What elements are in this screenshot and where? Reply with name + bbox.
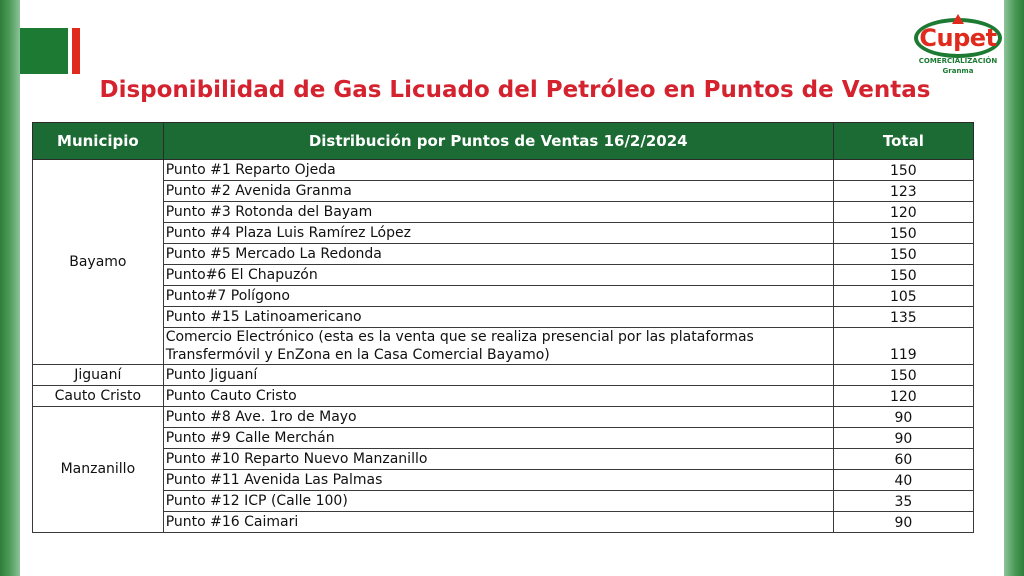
table-row <box>33 428 974 449</box>
punto-cell: Comercio Electrónico (esta es la venta que se realiza presencial por las plataformas Transfermóvil y EnZona en la Casa Comercial Bayamo) <box>163 328 833 365</box>
total-cell: 119 <box>833 328 973 365</box>
municipio-cell: Jiguaní <box>33 365 164 386</box>
punto-cell: Punto #3 Rotonda del Bayam <box>163 202 833 223</box>
punto-cell: Punto #9 Calle Merchán <box>163 428 833 449</box>
total-cell: 90 <box>833 512 973 533</box>
punto-cell: Punto #10 Reparto Nuevo Manzanillo <box>163 449 833 470</box>
punto-cell: Punto #12 ICP (Calle 100) <box>163 491 833 512</box>
municipio-cell: Bayamo <box>33 160 164 365</box>
punto-cell: Punto #11 Avenida Las Palmas <box>163 470 833 491</box>
total-cell: 150 <box>833 160 973 181</box>
table-row <box>33 386 974 407</box>
table-row <box>33 328 974 365</box>
table-row <box>33 365 974 386</box>
table-header-row <box>33 123 974 160</box>
table-row <box>33 181 974 202</box>
total-cell: 150 <box>833 265 973 286</box>
total-cell: 150 <box>833 244 973 265</box>
total-cell: 40 <box>833 470 973 491</box>
total-cell: 123 <box>833 181 973 202</box>
total-cell: 90 <box>833 407 973 428</box>
table-row <box>33 202 974 223</box>
page-title: Disponibilidad de Gas Licuado del Petróleo en Puntos de Ventas <box>99 77 931 103</box>
table-row <box>33 512 974 533</box>
punto-cell: Punto #2 Avenida Granma <box>163 181 833 202</box>
table-row <box>33 449 974 470</box>
logo-subtitle: COMERCIALIZACIÓN <box>918 57 998 65</box>
header-distribucion: Distribución por Puntos de Ventas 16/2/2024 <box>163 123 833 160</box>
table-row <box>33 265 974 286</box>
table-row <box>33 160 974 181</box>
punto-cell: Punto #4 Plaza Luis Ramírez López <box>163 223 833 244</box>
total-cell: 120 <box>833 202 973 223</box>
table-row <box>33 286 974 307</box>
total-cell: 60 <box>833 449 973 470</box>
table-body <box>33 160 974 533</box>
red-bar-decoration <box>72 28 80 74</box>
table-row <box>33 470 974 491</box>
municipio-cell: Cauto Cristo <box>33 386 164 407</box>
header-total: Total <box>833 123 973 160</box>
punto-cell: Punto #5 Mercado La Redonda <box>163 244 833 265</box>
table-row <box>33 244 974 265</box>
punto-cell: Punto#6 El Chapuzón <box>163 265 833 286</box>
total-cell: 90 <box>833 428 973 449</box>
total-cell: 35 <box>833 491 973 512</box>
left-border-decoration <box>0 0 20 576</box>
table-row <box>33 491 974 512</box>
total-cell: 120 <box>833 386 973 407</box>
green-block-decoration <box>20 28 68 74</box>
header-municipio: Municipio <box>33 123 164 160</box>
municipio-cell: Manzanillo <box>33 407 164 533</box>
punto-cell: Punto#7 Polígono <box>163 286 833 307</box>
punto-cell: Punto #15 Latinoamericano <box>163 307 833 328</box>
cupet-logo <box>912 12 1004 80</box>
logo-region: Granma <box>942 67 974 75</box>
total-cell: 135 <box>833 307 973 328</box>
punto-cell: Punto Cauto Cristo <box>163 386 833 407</box>
right-border-decoration <box>1004 0 1024 576</box>
punto-cell: Punto #8 Ave. 1ro de Mayo <box>163 407 833 428</box>
punto-cell: Punto Jiguaní <box>163 365 833 386</box>
distribution-table <box>32 122 974 533</box>
table-row <box>33 407 974 428</box>
logo-name: Cupet <box>919 24 997 52</box>
table-row <box>33 223 974 244</box>
punto-cell: Punto #16 Caimari <box>163 512 833 533</box>
punto-cell: Punto #1 Reparto Ojeda <box>163 160 833 181</box>
table-row <box>33 307 974 328</box>
total-cell: 150 <box>833 223 973 244</box>
total-cell: 150 <box>833 365 973 386</box>
total-cell: 105 <box>833 286 973 307</box>
